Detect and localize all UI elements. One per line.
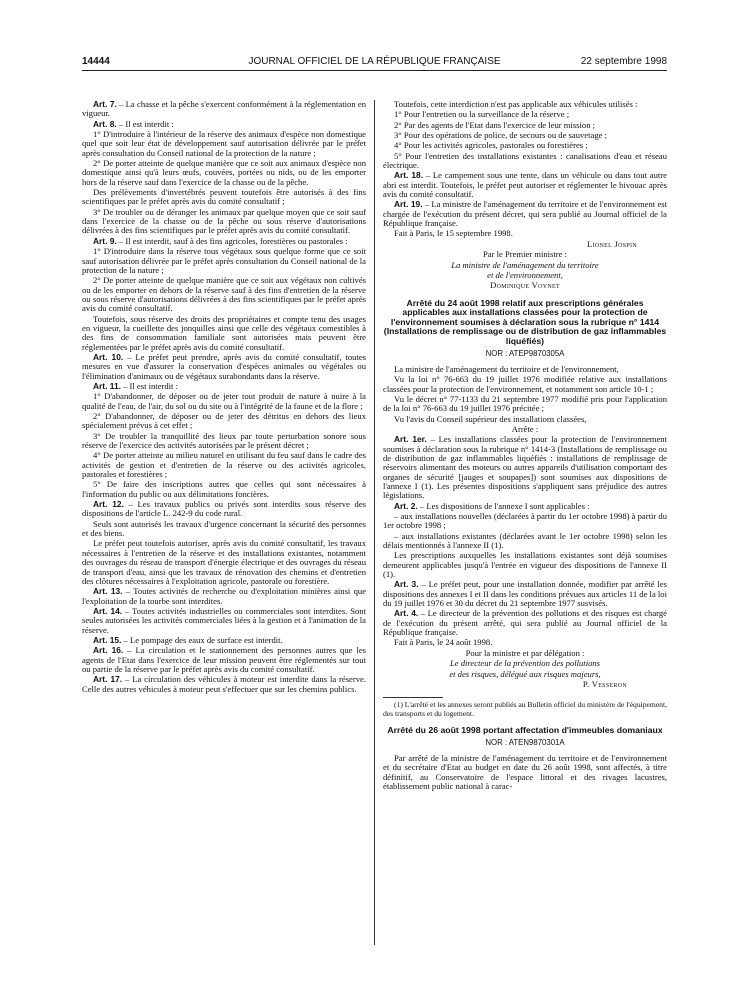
article-14: Art. 14. – Toutes activités industrielles ou commerciales sont interdites. Sont seules autorisées les activités commerciales liées à la gestion et à l'animation de la réserve. — [82, 605, 366, 635]
signature-role: et des risques, délégué aux risques majeurs, — [449, 668, 601, 679]
article-17: Art. 17. – La circulation des véhicules à moteur est interdite dans la réserve. Celle des autres véhicules à moteur peut s'effectuer que sur les chemins publics. — [82, 674, 366, 694]
list-item: 4° Pour les activités agricoles, pastorales ou forestières ; — [394, 140, 588, 151]
paragraph: La ministre de l'aménagement du territoire et de l'environnement, — [394, 363, 619, 374]
signature-role: Le directeur de la prévention des pollutions — [449, 658, 601, 669]
paragraph: Seuls sont autorisés les travaux d'urgence concernant la sécurité des personnes et des biens. — [82, 518, 366, 539]
paragraph: Vu la loi n° 76-663 du 19 juillet 1976 modifiée relative aux installations classées pour la protection de l'environnement, et notamment son article 10-1 ; — [383, 374, 667, 394]
signature-role: Par le Premier ministre : — [482, 249, 567, 260]
signature-name: Lionel Jospin — [587, 238, 637, 249]
article-2: Art. 2. – Les dispositions de l'annexe I sont applicables : — [394, 500, 590, 511]
paragraph: 1° D'introduire à l'intérieur de la réserve des animaux d'espèce non domestique quel que soit leur état de développement sauf autorisation délivrée par le préfet après consultation du Conseil national de la protection de la nature ; — [82, 129, 366, 158]
signature-name: P. Vesseron — [582, 678, 627, 689]
left-column — [82, 100, 366, 695]
column-divider — [374, 100, 375, 945]
paragraph: 1° D'abandonner, de déposer ou de jeter tout produit de nature à nuire à la qualité de l'eau, de l'air, du sol ou du site ou à l'intégrité de la faune et de la flore ; — [82, 391, 366, 411]
header-rule — [82, 70, 667, 71]
signature-place-date: Fait à Paris, le 15 septembre 1998. — [394, 228, 513, 239]
nor-reference: NOR : ATEN9870301A — [485, 737, 565, 747]
article-16: Art. 16. – La circulation et le stationnement des personnes autres que les agents de l'Etat dans l'exercice de leur mission peuvent être réglementés sur tout ou partie de la réserve par le préfet après avis du comité consultatif. — [82, 645, 366, 674]
article-19: Art. 19. – La ministre de l'aménagement du territoire et de l'environnement est chargée de l'exécution du présent décret, qui sera publié au Journal officiel de la République française. — [383, 199, 667, 229]
paragraph: 2° De porter atteinte de quelque manière que ce soit aux animaux d'espèce non domestique ainsi qu'à leurs œufs, couvées, portées ou nids, ou de les emporter hors de la réserve sauf dans l'exercice de la chasse ou de la pêche. — [82, 158, 366, 187]
article-11: Art. 11. – Il est interdit : — [93, 380, 178, 391]
article-18: Art. 18. – Le campement sous une tente, dans un véhicule ou dans tout autre abri est interdit. Toutefois, le préfet peut autoriser et réglementer le bivouac après avis du comité consultatif. — [383, 170, 667, 200]
signature-role: La ministre de l'aménagement du territoire — [451, 259, 599, 270]
list-item: – aux installations existantes (déclarées avant le 1er octobre 1998) selon les délais mentionnés à l'annexe II (1). — [383, 530, 667, 551]
paragraph: 1° D'introduire dans la réserve tous végétaux sous quelque forme que ce soit sauf autorisation délivrée par le préfet après consultation du Conseil national de la protection de la nature ; — [82, 246, 366, 275]
paragraph: Le préfet peut toutefois autoriser, après avis du comité consultatif, les travaux nécessaires à l'entretien de la réserve et des installations existantes, notamment des ouvrages du réseau de transport d'énergie électrique et des ouvrages du réseau de transport d'eau, ainsi que les travaux de rénovation des chemins et d'entretien des clôtures nécessaires à l'exploitation agricole, pastorale ou forestière. — [82, 538, 366, 586]
paragraph: Toutefois, cette interdiction n'est pas applicable aux véhicules utilisés : — [394, 99, 638, 109]
article-15: Art. 15. – Le pompage des eaux de surface est interdit. — [93, 634, 283, 645]
article-13: Art. 13. – Toutes activités de recherche ou d'exploitation minières ainsi que l'exploitation de la tourbe sont interdites. — [82, 586, 366, 606]
paragraph: 5° De faire des inscriptions autres que celles qui sont nécessaires à l'information du public ou aux délimitations foncières. — [82, 479, 366, 499]
paragraph: 2° De porter atteinte de quelque manière que ce soit aux végétaux non cultivés ou de les emporter en dehors de la réserve sauf à des fins d'entretien de la réserve ou sous réserve d'autorisations délivrées à des fins scientifiques par le préfet après avis du comité consultatif. — [82, 275, 366, 314]
paragraph: Les prescriptions auxquelles les installations existantes sont déjà soumises demeurent applicables jusqu'à l'entrée en vigueur des dispositions de l'annexe II (1). — [383, 550, 667, 580]
arrete-title: Arrêté du 24 août 1998 relatif aux prescriptions générales applicables aux installations classées pour la protection de l'environnement soumises à déclaration sous la rubrique n° 1414 (Installations de remplissage ou de distribution de gaz inflammables liquéfiés) — [383, 297, 667, 346]
list-item: 1° Pour l'entretien ou la surveillance de la réserve ; — [394, 109, 570, 120]
paragraph: 4° De porter atteinte au milieu naturel en utilisant du feu sauf dans le cadre des activités de gestion et d'entretien de la réserve ou des activités agricoles, pastorales et forestières ; — [82, 450, 366, 480]
arrete-heading: Arrête : — [511, 423, 539, 434]
article-7: Art. 7. – La chasse et la pêche s'exercent conformément à la réglementation en vigueur. — [82, 99, 366, 119]
journal-title: JOURNAL OFFICIEL DE LA RÉPUBLIQUE FRANÇAISE — [248, 56, 501, 67]
issue-date: 22 septembre 1998 — [580, 56, 667, 67]
footnote-rule — [383, 697, 443, 698]
paragraph: 2° D'abandonner, de déposer ou de jeter des détritus en dehors des lieux spécialement prévus à cet effet ; — [82, 411, 366, 431]
paragraph: Toutefois, sous réserve des droits des propriétaires et compte tenu des usages en vigueur, la cueillette des jonquilles ainsi que celle des végétaux comestibles à des fins de consommation familiale sont autorisées mais peuvent être réglementées par le préfet après avis du comité consultatif. — [82, 313, 366, 352]
list-item: 2° Par des agents de l'Etat dans l'exercice de leur mission ; — [394, 119, 596, 130]
list-item: – aux installations nouvelles (déclarées à partir du 1er octobre 1998) à partir du 1er octobre 1998 ; — [383, 511, 667, 531]
article-10: Art. 10. – Le préfet peut prendre, après avis du comité consultatif, toutes mesures en vue d'assurer la conservation d'espèces animales ou végétales ou l'élimination d'animaux ou de végétaux surabondants dans la réserve. — [82, 351, 366, 381]
page-header — [82, 56, 667, 70]
arrete-title: Arrêté du 26 août 1998 portant affectation d'immeubles domaniaux — [387, 725, 663, 736]
page-number: 14444 — [82, 56, 110, 67]
list-item: 3° Pour des opérations de police, de secours ou de sauvetage ; — [394, 130, 607, 141]
article-1: Art. 1er. – Les installations classées pour la protection de l'environnement soumises à déclaration sous la rubrique n° 1414-3 (Installations de remplissage ou de distribution de gaz inflammables liquéfiés : installations de remplissage de réservoirs alimentant des moteurs ou autres appareils d'utilisation comportant des organes de sécurité [jauges et soupapes]) sont soumises aux dispositions de l'annexe I (1). Les présentes dispositions s'appliquent sans préjudice des autres législations. — [383, 434, 667, 501]
right-column — [383, 100, 667, 793]
paragraph: 3° De troubler la tranquillité des lieux par toute perturbation sonore sous réserve de l'exercice des activités autorisées par le présent décret ; — [82, 430, 366, 451]
paragraph: 3° De troubler ou de déranger les animaux par quelque moyen que ce soit sauf dans l'exercice de la chasse ou de la pêche ou sous réserve d'autorisations délivrées à des fins scientifiques par le préfet après avis du comité consultatif. — [82, 206, 366, 236]
paragraph: Vu le décret n° 77-1133 du 21 septembre 1977 modifié pris pour l'application de la loi n° 76-663 du 19 juillet 1976 précitée ; — [383, 393, 667, 414]
nor-reference: NOR : ATEP9870305A — [485, 348, 565, 358]
paragraph: Des prélèvements d'invertébrés peuvent toutefois être autorisés à des fins scientifiques par le préfet après avis du comité consultatif ; — [82, 187, 366, 207]
article-3: Art. 3. – Le préfet peut, pour une installation donnée, modifier par arrêté les dispositions des annexes I et II dans les conditions prévues aux articles 11 de la loi du 19 juillet 1976 et 30 du décret du 21 septembre 1977 susvisés. — [383, 579, 667, 609]
paragraph: Par arrêté de la ministre de l'aménagement du territoire et de l'environnement et du secrétaire d'Etat au budget en date du 26 août 1998, sont affectés, à titre définitif, au Conservatoire de l'espace littoral et des rivages lacustres, établissement public national à carac- — [383, 753, 667, 792]
signature-name: Dominique Voynet — [490, 280, 560, 291]
article-4: Art. 4. – Le directeur de la prévention des pollutions et des risques est chargé de l'exécution du présent arrêté, qui sera publié au Journal officiel de la République française. — [383, 608, 667, 638]
list-item: 5° Pour l'entretien des installations existantes : canalisations d'eau et réseau électrique. — [383, 150, 667, 171]
signature-role: Pour la ministre et par délégation : — [465, 647, 585, 658]
article-12: Art. 12. – Les travaux publics ou privés sont interdits sous réserve des dispositions de l'article L. 242-9 du code rural. — [82, 499, 366, 519]
article-9: Art. 9. – Il est interdit, sauf à des fins agricoles, forestières ou pastorales : — [93, 235, 348, 246]
footnote: (1) L'arrêté et les annexes seront publiés au Bulletin officiel du ministère de l'équipement, des transports et du logement. — [383, 700, 667, 718]
paragraph: Vu l'avis du Conseil supérieur des installations classées, — [394, 413, 587, 424]
signature-role: et de l'environnement, — [487, 269, 563, 280]
signature-place-date: Fait à Paris, le 24 août 1998. — [394, 637, 493, 648]
article-8: Art. 8. – Il est interdit : — [93, 118, 174, 129]
